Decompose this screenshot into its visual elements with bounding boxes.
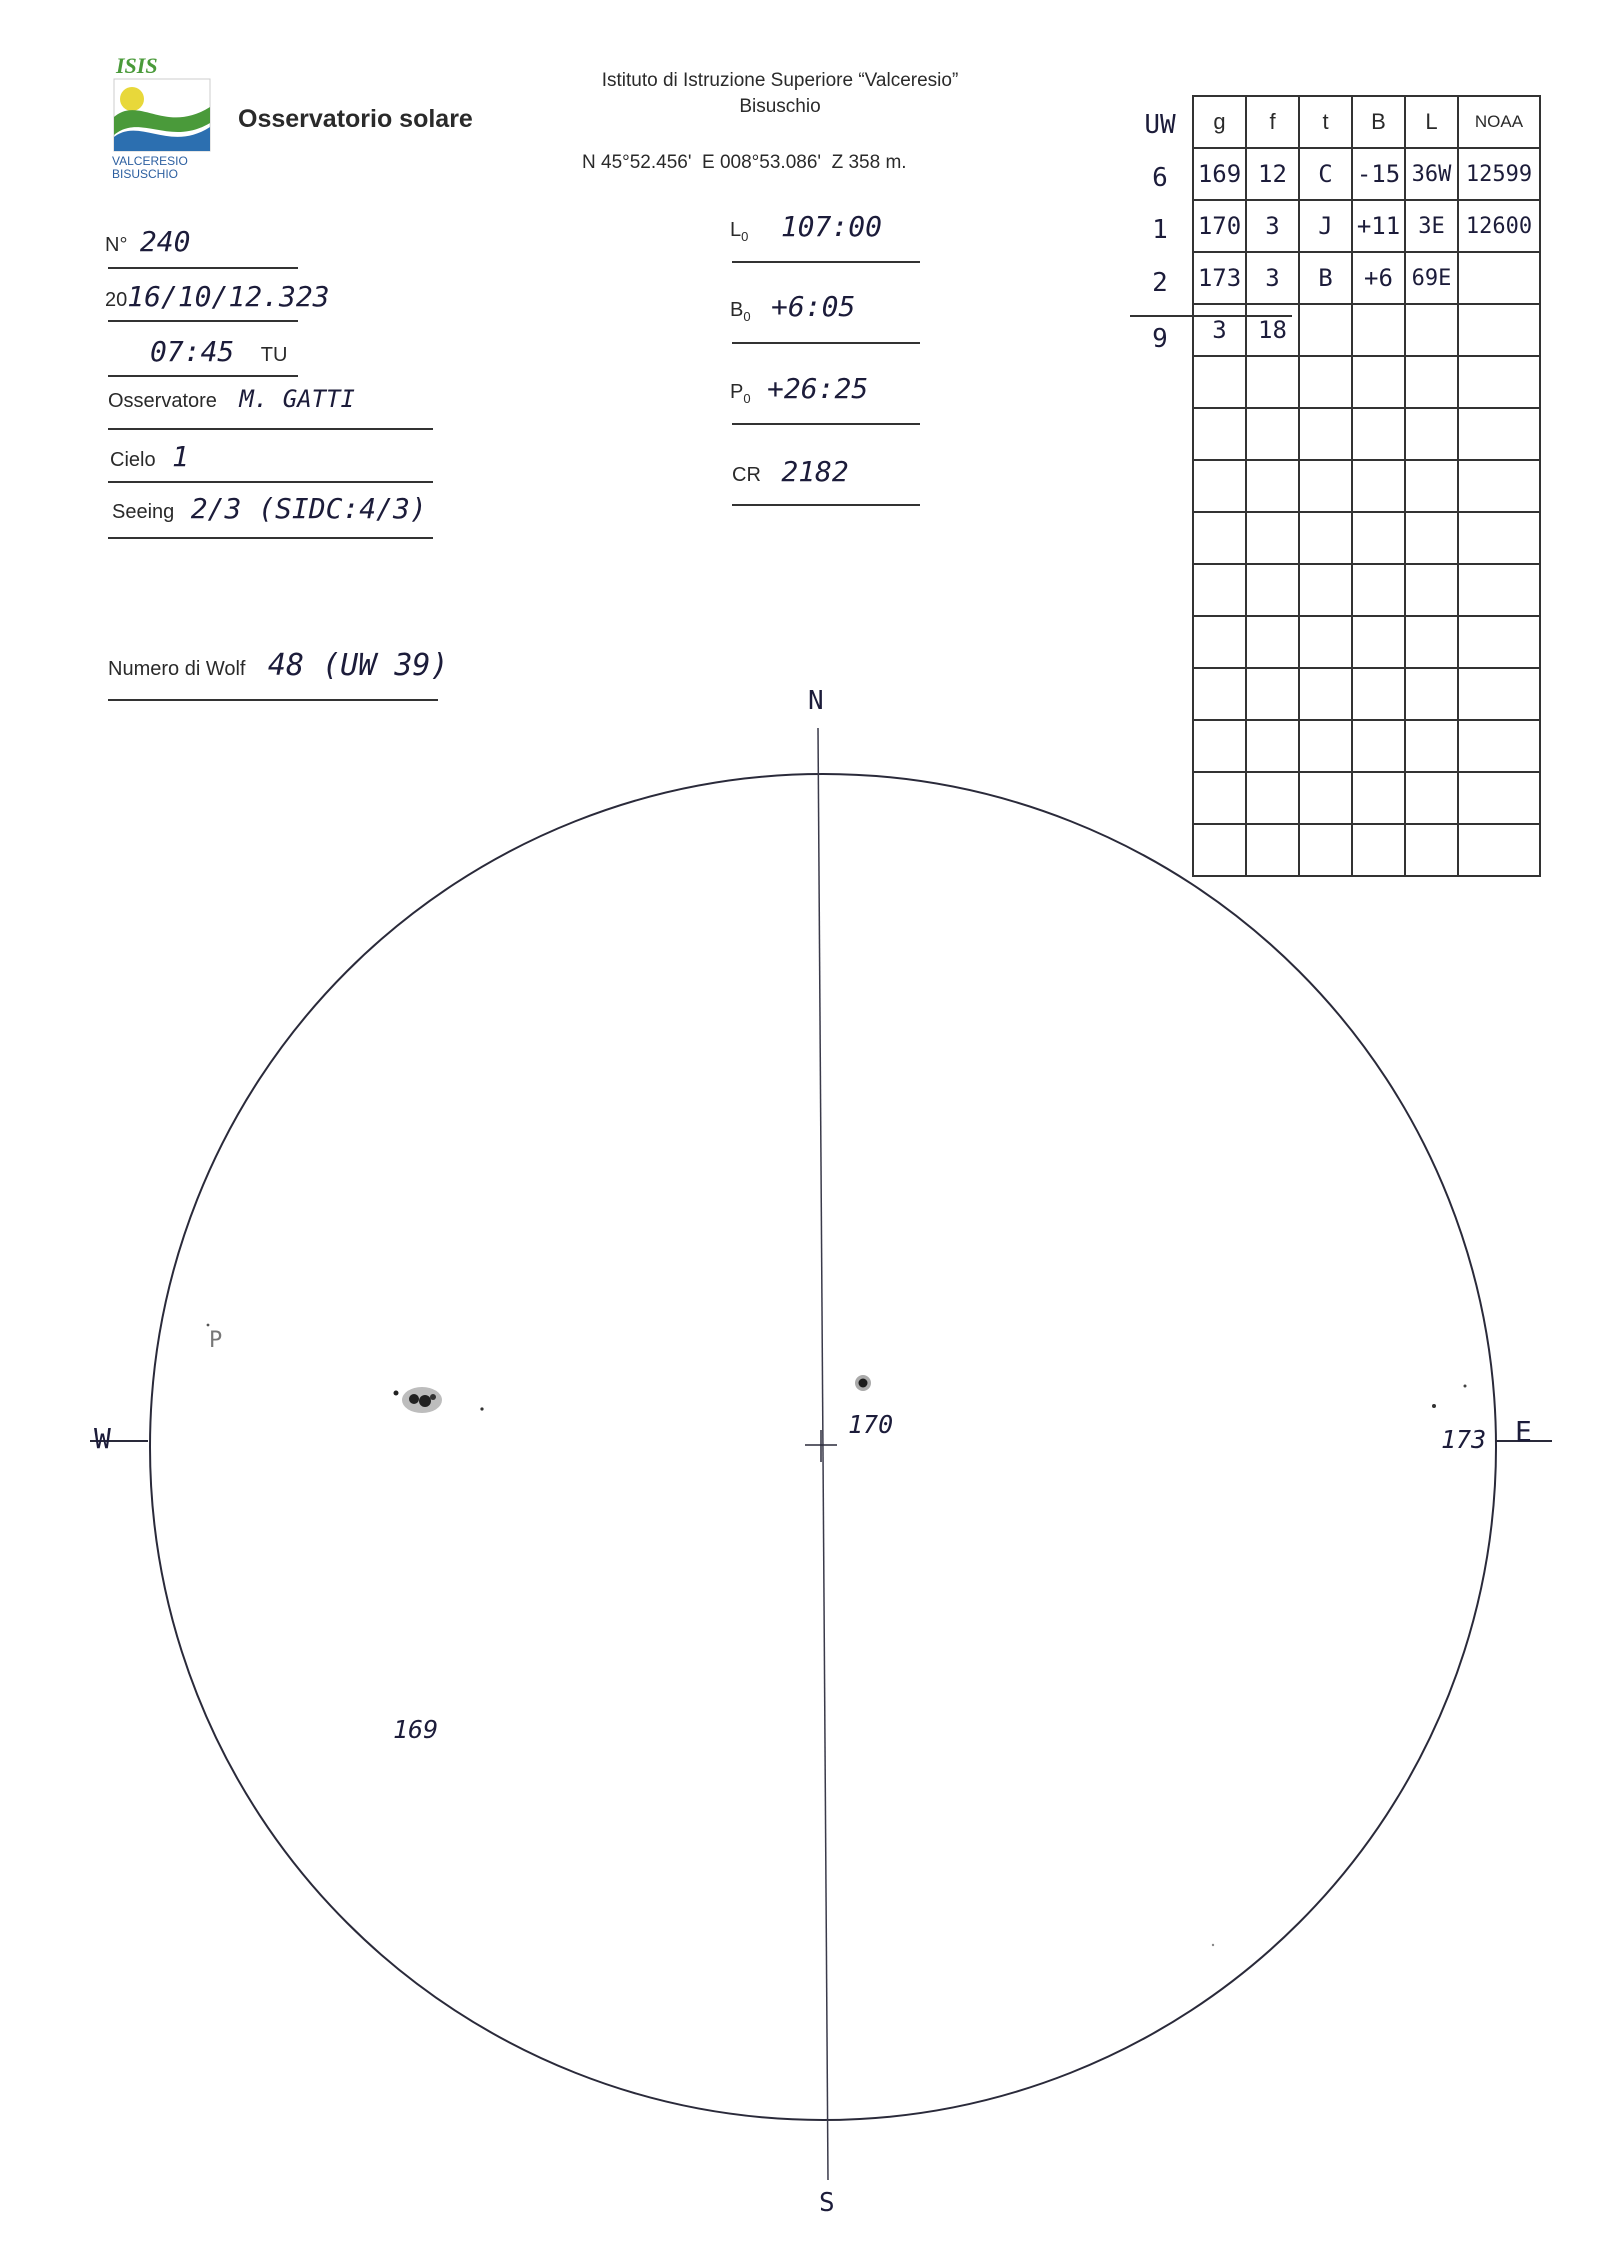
cell-f: 12 xyxy=(1246,148,1299,200)
cell-b: +11 xyxy=(1352,200,1405,252)
date-prefix: 20 xyxy=(105,289,128,311)
observer-label: Osservatore xyxy=(108,390,217,412)
west-label: W xyxy=(94,1422,111,1455)
cr-label: CR xyxy=(732,464,761,486)
sky-label: Cielo xyxy=(110,449,156,471)
header-b: B xyxy=(1352,96,1405,148)
group-label-169: 169 xyxy=(393,1715,439,1744)
sunspot-group-169 xyxy=(394,1387,484,1413)
cell-noaa: 12600 xyxy=(1458,200,1540,252)
cell-g: 170 xyxy=(1193,200,1246,252)
b0-value: +6:05 xyxy=(771,290,856,323)
logo-caption-line2: BISUSCHIO xyxy=(112,167,179,181)
sunspot-group-170 xyxy=(855,1375,871,1391)
time-value: 07:45 xyxy=(150,335,235,368)
south-label: S xyxy=(819,2188,835,2218)
p0-label: $P_0$ xyxy=(730,381,751,406)
b0-label: $B_0$ xyxy=(730,299,751,324)
header-g: g xyxy=(1193,96,1246,148)
date-value: 16/10/12.323 xyxy=(127,280,330,313)
uw-header: UW xyxy=(1144,110,1176,140)
cell-f: 3 xyxy=(1246,252,1299,304)
group-label-173: 173 xyxy=(1441,1425,1487,1454)
header-noaa: NOAA xyxy=(1458,96,1540,148)
wolf-value: 48 (UW 39) xyxy=(267,648,449,683)
east-label: E xyxy=(1515,1415,1532,1448)
header-l: L xyxy=(1405,96,1458,148)
cr-value: 2182 xyxy=(781,455,849,488)
cell-g: 169 xyxy=(1193,148,1246,200)
observatory-title: Osservatorio solare xyxy=(238,105,473,133)
seeing-value: 2/3 (SIDC:4/3) xyxy=(190,492,427,525)
number-label: N° xyxy=(105,234,128,256)
institute-name: Istituto di Istruzione Superiore “Valceresio” xyxy=(601,70,959,91)
central-meridian xyxy=(818,728,828,2180)
uw-value: 1 xyxy=(1152,215,1168,245)
l0-label: $L_0$ xyxy=(730,219,749,244)
total-g: 3 xyxy=(1193,304,1246,356)
coordinates: N 45°52.456' E 008°53.086' Z 358 m. xyxy=(582,152,907,173)
logo-caption-line1: VALCERESIO xyxy=(112,154,188,168)
p-mark: P xyxy=(209,1328,223,1353)
uw-value: 2 xyxy=(1152,268,1168,298)
header-t: t xyxy=(1299,96,1352,148)
header-f: f xyxy=(1246,96,1299,148)
cell-t: J xyxy=(1299,200,1352,252)
sunspot-group-173 xyxy=(1432,1385,1467,1409)
uw-total: 9 xyxy=(1152,324,1168,354)
institute-town: Bisuschio xyxy=(739,96,821,117)
cell-b: -15 xyxy=(1352,148,1405,200)
logo-wordmark: ISIS xyxy=(116,55,158,78)
cell-f: 3 xyxy=(1246,200,1299,252)
cell-t: C xyxy=(1299,148,1352,200)
number-value: 240 xyxy=(139,225,191,258)
north-label: N xyxy=(808,686,824,716)
sky-value: 1 xyxy=(172,440,189,473)
l0-value: 107:00 xyxy=(780,210,882,243)
cell-l: 36W xyxy=(1405,148,1458,200)
faint-dot xyxy=(207,1324,210,1327)
cell-g: 173 xyxy=(1193,252,1246,304)
faint-dot xyxy=(1212,1944,1214,1946)
seeing-label: Seeing xyxy=(112,501,175,523)
cell-b: +6 xyxy=(1352,252,1405,304)
uw-value: 6 xyxy=(1152,163,1168,193)
total-f: 18 xyxy=(1246,304,1299,356)
cell-l: 3E xyxy=(1405,200,1458,252)
cell-t: B xyxy=(1299,252,1352,304)
cell-l: 69E xyxy=(1405,252,1458,304)
cell-noaa: 12599 xyxy=(1458,148,1540,200)
p0-value: +26:25 xyxy=(767,372,869,405)
time-suffix: TU xyxy=(260,344,288,366)
observer-value: M. GATTI xyxy=(239,385,355,413)
wolf-label: Numero di Wolf xyxy=(108,658,246,680)
group-label-170: 170 xyxy=(848,1410,894,1439)
